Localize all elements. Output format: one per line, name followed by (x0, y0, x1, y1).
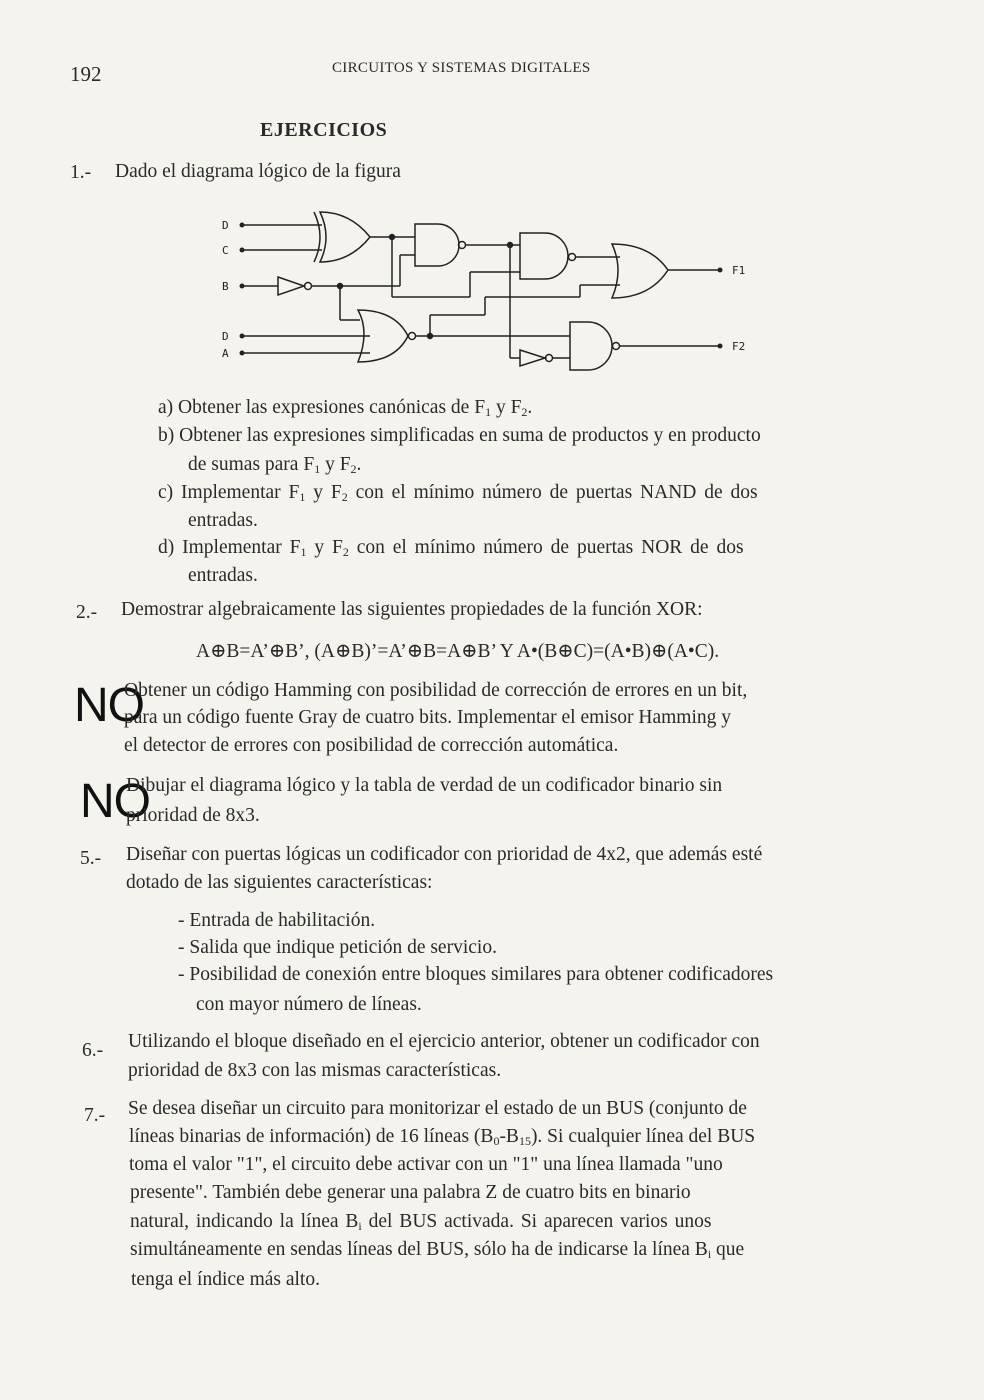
item-1d-line1 (158, 538, 744, 558)
exercise-7-line5-a: natural, indicando la línea B (130, 1211, 359, 1232)
exercise-6-line1: Utilizando el bloque diseñado en el ejercicio anterior, obtener un codificador con (128, 1031, 760, 1052)
input-label-b: B (222, 280, 229, 293)
item-1b-text1: Obtener las expresiones simplificadas en suma de productos y en producto (179, 425, 761, 446)
subscript: 1 (314, 462, 321, 476)
input-label-d: D (222, 219, 229, 232)
period: . (527, 397, 533, 418)
exercise-1-text: Dado el diagrama lógico de la figura (115, 161, 401, 182)
exercise-7-line6-a: simultáneamente en sendas líneas del BUS, sólo ha de indicarse la línea B (130, 1239, 708, 1260)
section-title: EJERCICIOS (260, 119, 388, 141)
exercise-6-number: 6.- (82, 1040, 104, 1061)
item-1c-mid: y F (313, 482, 342, 503)
exercise-2-number: 2.- (76, 602, 98, 623)
subscript: i (358, 1219, 362, 1233)
item-1b-line2: de sumas para $F_1$ y $F_2$. (188, 454, 362, 476)
subscript: 2 (341, 490, 348, 504)
exercise-5-line2: dotado de las siguientes características: (126, 872, 433, 893)
item-1b-text2: de sumas para F (188, 454, 315, 475)
subscript: i (707, 1247, 712, 1261)
item-1d-line2: entradas. (188, 565, 258, 586)
exercise-3-line3: el detector de errores con posibilidad de corrección automática. (124, 735, 619, 756)
item-1a: a) Obtener las expresiones canónicas de $F_1$ y $F_2$. (158, 397, 533, 419)
item-1d-tail: con el mínimo número de puertas NOR de dos (356, 537, 744, 558)
exercise-7-line2-a: líneas binarias de información) de 16 líneas (B (129, 1126, 494, 1147)
item-1a-label: a) (158, 397, 174, 418)
running-title: CIRCUITOS Y SISTEMAS DIGITALES (332, 60, 591, 76)
item-1b-line1 (158, 426, 761, 446)
output-label-f1: F1 (732, 264, 746, 277)
exercise-7-line6-b: que (711, 1239, 745, 1260)
item-1b-label: b) (158, 425, 175, 446)
subscript: 2 (350, 462, 357, 476)
exercise-7-line2-b: -B (499, 1126, 519, 1147)
input-label-c: C (222, 244, 229, 257)
no-stamp-4: NO (80, 775, 150, 828)
output-label-f2: F2 (732, 340, 746, 353)
item-1d-label: d) (158, 537, 175, 558)
subscript: 1 (485, 405, 492, 419)
item-1d-text1: Implementar F (182, 537, 301, 558)
subscript: 1 (300, 545, 307, 559)
exercise-1-number: 1.- (70, 162, 92, 183)
period: . (356, 454, 362, 475)
item-1c-text1: Implementar F (181, 482, 300, 503)
exercise-7-line7: tenga el índice más alto. (131, 1269, 320, 1290)
exercise-5-item-3-cont: con mayor número de líneas. (196, 994, 422, 1015)
subscript: 2 (521, 405, 528, 419)
exercise-7-line2 (129, 1127, 755, 1147)
subscript: 0 (493, 1134, 500, 1148)
subscript: 2 (342, 545, 349, 559)
exercise-7-line6 (130, 1240, 744, 1260)
logic-diagram (210, 200, 770, 375)
exercise-7-line5-b: del BUS activada. Si aparecen varios unos (361, 1211, 712, 1232)
item-1c-line1 (158, 483, 758, 503)
no-stamp-3: NO (74, 679, 144, 732)
xor-formula: A⊕B=A’⊕B’, (A⊕B)’=A’⊕B=A⊕B’ Y A•(B⊕C)=(A•B)⊕(A•C). (196, 641, 720, 662)
conjunction: y (495, 397, 506, 418)
exercise-3-line2: para un código fuente Gray de cuatro bits. Implementar el emisor Hamming y (124, 707, 732, 728)
exercise-4-line1: Dibujar el diagrama lógico y la tabla de verdad de un codificador binario sin (126, 775, 723, 796)
exercise-5-item-1: - Entrada de habilitación. (178, 910, 376, 931)
exercise-7-line2-c: ). Si cualquier línea del BUS (530, 1126, 756, 1147)
exercise-6-line2: prioridad de 8x3 con las mismas características. (128, 1060, 502, 1081)
exercise-5-line1: Diseñar con puertas lógicas un codificador con prioridad de 4x2, que además esté (126, 844, 763, 865)
subscript: 15 (518, 1134, 531, 1148)
exercise-5-item-3: - Posibilidad de conexión entre bloques similares para obtener codificadores (178, 964, 774, 985)
exercise-4-line2: prioridad de 8x3. (126, 805, 260, 826)
input-label-d2: D (222, 330, 229, 343)
item-1c-tail: con el mínimo número de puertas NAND de dos (355, 482, 758, 503)
exercise-2-text: Demostrar algebraicamente las siguientes propiedades de la función XOR: (121, 599, 703, 620)
exercise-7-line5 (130, 1212, 711, 1232)
exercise-7-line3: toma el valor "1", el circuito debe activar con un "1" una línea llamada "uno (129, 1154, 723, 1175)
conjunction: y (325, 454, 335, 475)
exercise-5-item-2: - Salida que indique petición de servicio. (178, 937, 497, 958)
page-number: 192 (70, 62, 102, 86)
item-1d-mid: y F (314, 537, 343, 558)
exercise-7-number: 7.- (84, 1105, 106, 1126)
item-1a-text: Obtener las expresiones canónicas de F (178, 397, 486, 418)
exercise-3-line1: Obtener un código Hamming con posibilidad de corrección de errores en un bit, (124, 680, 748, 701)
item-1c-label: c) (158, 482, 174, 503)
exercise-7-line4: presente". También debe generar una palabra Z de cuatro bits en binario (130, 1182, 691, 1203)
exercise-5-number: 5.- (80, 848, 102, 869)
exercise-7-line1: Se desea diseñar un circuito para monitorizar el estado de un BUS (conjunto de (128, 1098, 747, 1119)
item-1c-line2: entradas. (188, 510, 258, 531)
subscript: 1 (299, 490, 306, 504)
input-label-a: A (222, 347, 229, 360)
